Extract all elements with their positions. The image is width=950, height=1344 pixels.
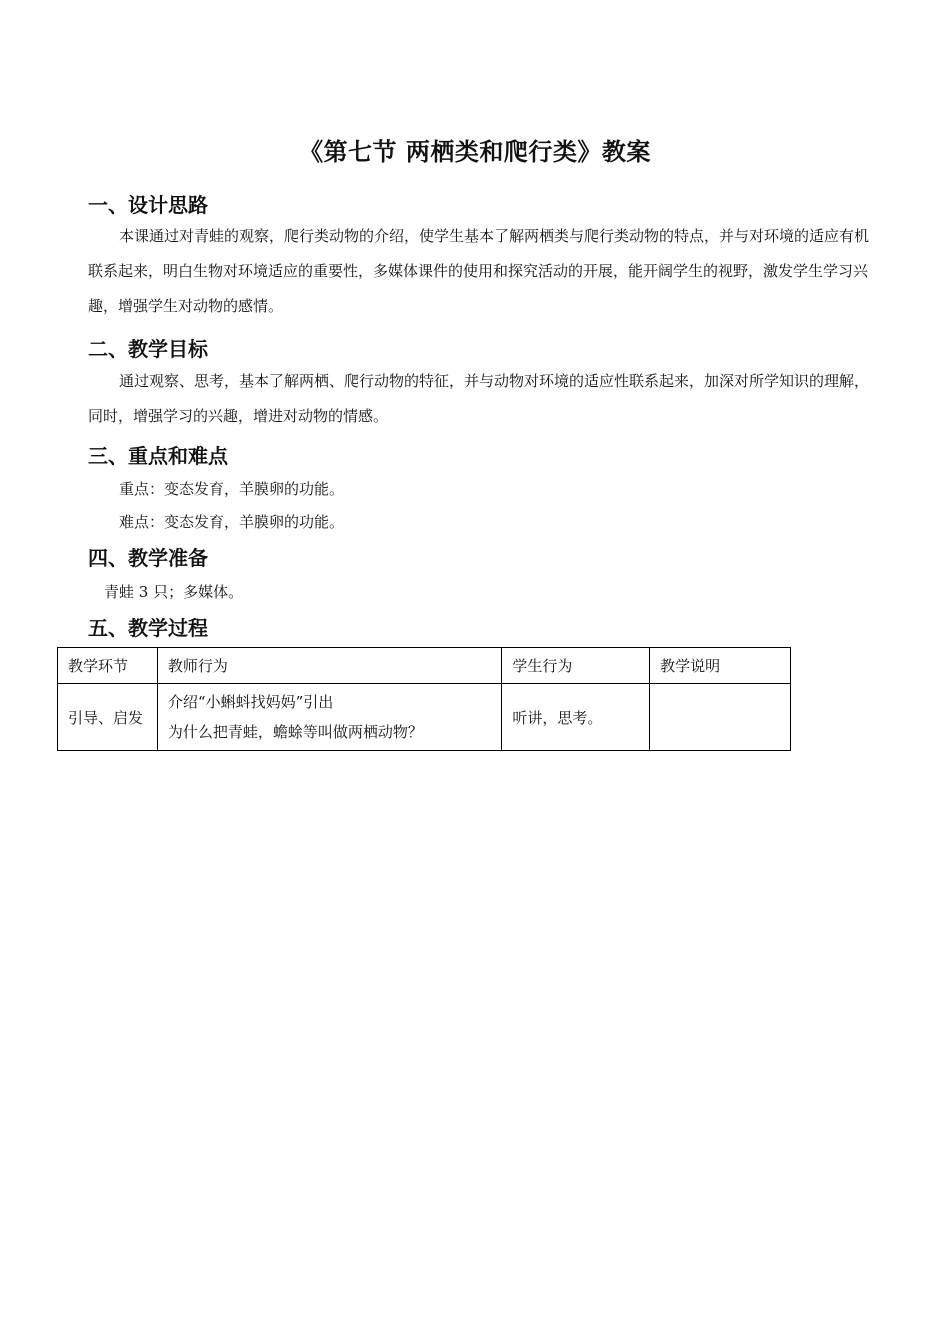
section-text-objectives: 通过观察、思考，基本了解两栖、爬行动物的特征，并与动物对环境的适应性联系起来，加深对所学知识的理解，同时，增强学习的兴趣，增进对动物的情感。: [88, 372, 870, 425]
table-header-cell: 教师行为: [157, 648, 501, 684]
teacher-action-cell: [157, 684, 501, 751]
key-point-text: 重点：变态发育，羊膜卵的功能。: [119, 480, 345, 498]
teaching-note-cell: [650, 684, 791, 751]
section-heading-objectives: 二、教学目标: [88, 337, 208, 361]
process-table: [57, 647, 791, 751]
table-header-cell: 教学说明: [650, 648, 791, 684]
section-heading-key-points: 三、重点和难点: [88, 444, 228, 468]
table-header-cell: 学生行为: [502, 648, 650, 684]
section-heading-design: 一、设计思路: [88, 193, 208, 217]
table-row: [58, 684, 791, 751]
preparation-text: 青蛙 3 只；多媒体。: [104, 583, 244, 601]
difficult-point-text: 难点：变态发育，羊膜卵的功能。: [119, 513, 345, 531]
section-heading-process: 五、教学过程: [88, 616, 208, 640]
section-heading-preparation: 四、教学准备: [88, 546, 208, 570]
document-title: 《第七节 两栖类和爬行类》教案: [299, 138, 651, 166]
stage-cell: 引导、启发: [58, 684, 158, 751]
teacher-action-line: 介绍“小蝌蚪找妈妈”引出: [167, 693, 334, 711]
section-text-design: 本课通过对青蛙的观察，爬行类动物的介绍，使学生基本了解两栖类与爬行类动物的特点，并与对环境的适应有机联系起来，明白生物对环境适应的重要性，多媒体课件的使用和探究活动的开展，能开阔学生的视野，激发学生学习兴趣，增强学生对动物的感情。: [88, 227, 870, 315]
table-header-cell: 教学环节: [58, 648, 158, 684]
table-header-row: [58, 648, 791, 684]
student-action-cell: 听讲，思考。: [502, 684, 650, 751]
teacher-action-line: 为什么把青蛙，蟾蜍等叫做两栖动物？: [167, 723, 423, 741]
